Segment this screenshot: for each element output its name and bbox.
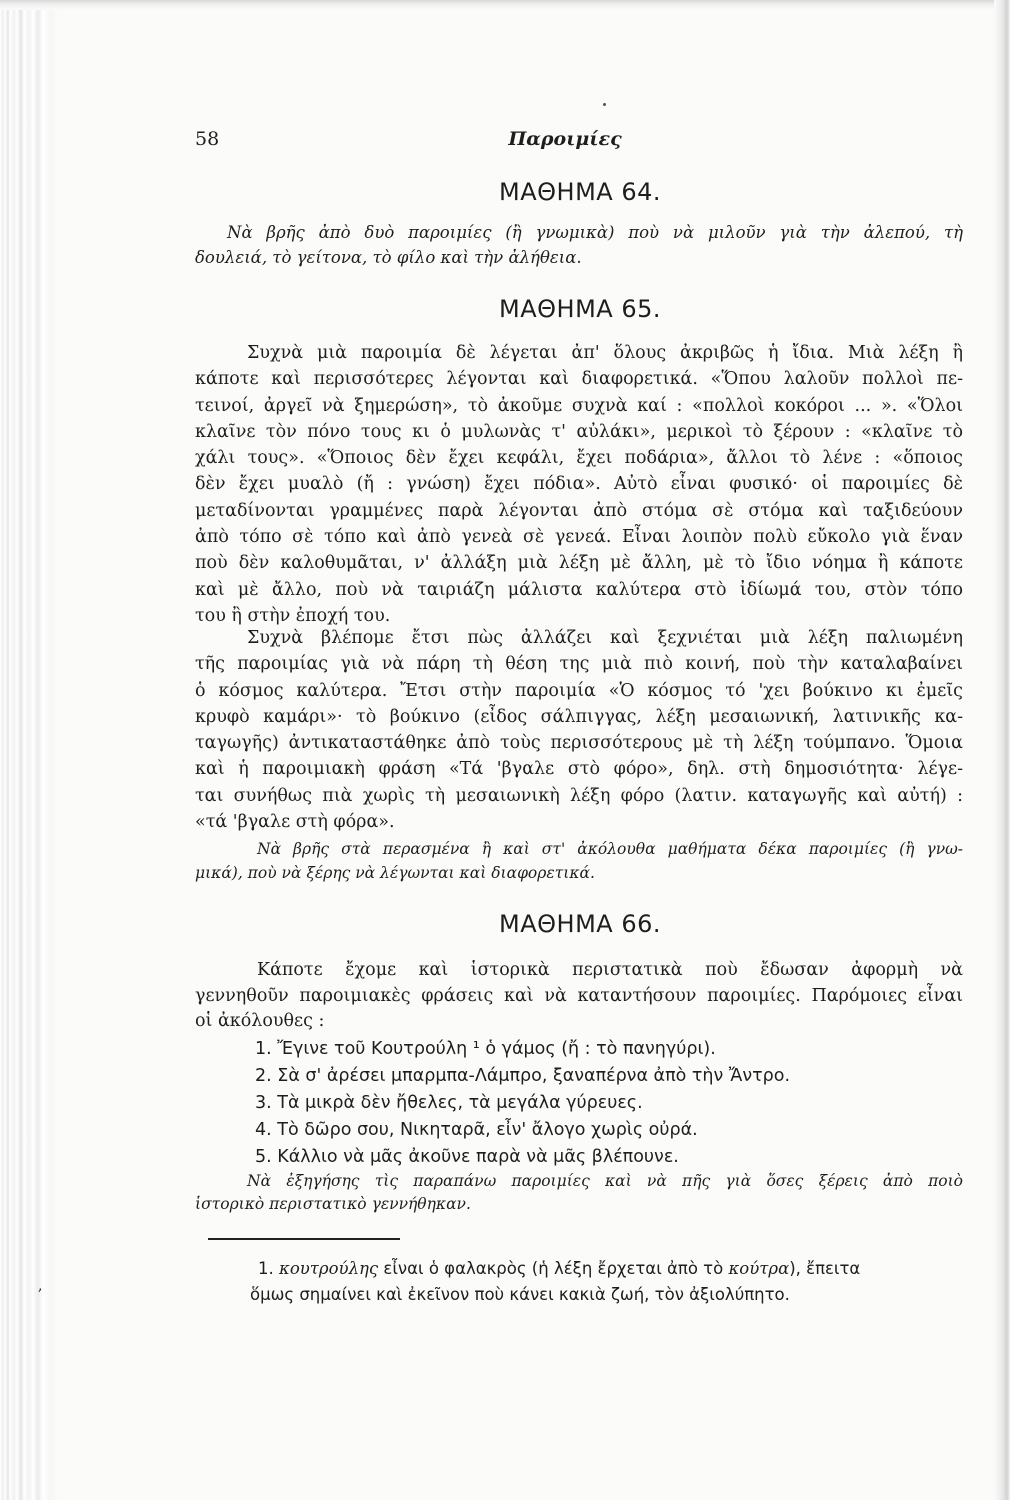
list-item: 4. Τὸ δῶρο σου, Νικηταρᾶ, εἶν' ἄλογο χωρὶς οὐρά.	[255, 1120, 698, 1140]
text-line: τεινοί, ἀργεῖ νὰ ξημερώση», τὸ ἀκοῦμε συχνὰ καί : «πολλοὶ κοκόροι ... ». «Ὅλοι	[195, 395, 963, 416]
running-title: Παροιμίες	[508, 128, 622, 150]
text-line: μικά), ποὺ νὰ ξέρης νὰ λέγωνται καὶ διαφορετικά.	[195, 864, 595, 882]
lesson-64-exercise	[195, 220, 963, 270]
text-line: δουλειά, τὸ γείτονα, τὸ φίλο καὶ τὴν ἀλήθεια.	[195, 248, 582, 267]
text-line: μεταδίνονται γραμμένες παρὰ λέγονται ἀπὸ στόμα σὲ στόμα καὶ ταξιδεύουν	[195, 500, 963, 521]
text-line: Συχνὰ μιὰ παροιμία δὲ λέγεται ἀπ' ὅλους ἀκριβῶς ἡ ἴδια. Μιὰ λέξη ἢ	[247, 343, 963, 363]
lesson-65-exercise	[195, 837, 963, 885]
text-line: «τά 'βγαλε στὴ φόρα».	[195, 812, 395, 833]
footnote-line-1	[258, 1256, 963, 1282]
footnote-text: ), ἔπειτα	[789, 1259, 861, 1278]
text-line: κλαῖνε τὸν πόνο τους κι ὁ μυλωνὰς τ' αὐλάκι», μερικοὶ τὸ ξέρουν : «κλαῖνε τὸ	[195, 421, 963, 442]
text-line: οἱ ἀκόλουθες :	[195, 1011, 325, 1031]
footnote-rule	[208, 1238, 400, 1240]
text-line: ποὺ δὲν καλοθυμᾶται, ν' ἀλλάξη μιὰ λέξη μὲ ἄλλη, μὲ τὸ ἴδιο νόημα ἢ κάποτε	[195, 553, 963, 574]
text-line: γεννηθοῦν παροιμιακὲς φράσεις καὶ νὰ καταντήσουν παροιμίες. Παρόμοιες εἶναι	[195, 985, 963, 1006]
footnote-line-2: ὅμως σημαίνει καὶ ἐκεῖνον ποὺ κάνει κακιὰ ζωή, τὸν ἀξιολύπητο.	[250, 1285, 790, 1304]
text-line: Νὰ βρῆς στὰ περασμένα ἢ καὶ στ' ἀκόλουθα μαθήματα δέκα παροιμίες (ἢ γνω-	[257, 840, 963, 858]
text-line: χάλι τους». «Ὅποιος δὲν ἔχει κεφάλι, ἔχει ποδάρια», ἄλλοι τὸ λένε : «ὅποιος	[195, 448, 963, 469]
text-line: ταγωγῆς) ἀντικαταστάθηκε ἀπὸ τοὺς περισσότερους μὲ τὴ λέξη τούμπανο. Ὅμοια	[195, 733, 963, 754]
list-item: 1. Ἔγινε τοῦ Κουτρούλη ¹ ὁ γάμος (ἤ : τὸ πανηγύρι).	[255, 1039, 716, 1059]
lesson-65-paragraph-1	[195, 340, 963, 629]
text-line: Συχνὰ βλέπομε ἔτσι πὼς ἀλλάζει καὶ ξεχνιέται μιὰ λέξη παλιωμένη	[247, 628, 963, 648]
proverb-list	[255, 1036, 790, 1171]
right-edge	[994, 0, 1010, 1500]
footnote-term: κουτρούλης	[279, 1259, 379, 1278]
text-line: Νὰ βρῆς ἀπὸ δυὸ παροιμίες (ἢ γνωμικὰ) ποὺ νὰ μιλοῦν γιὰ τὴν ἀλεπού, τὴ	[227, 223, 963, 242]
lesson-64-heading: ΜΑΘΗΜΑ 64.	[499, 178, 661, 206]
text-line: ται συνήθως πιὰ χωρὶς τὴ μεσαιωνικὴ λέξη φόρο (λατιν. καταγωγῆς καὶ αὐτή) :	[195, 785, 963, 806]
running-head	[195, 128, 965, 158]
text-line: ἀπὸ τόπο σὲ τόπο καὶ ἀπὸ γενεὰ σὲ γενεά. Εἶναι λοιπὸν πολὺ εὔκολο γιὰ ἕναν	[195, 527, 963, 548]
text-line: ὁ κόσμος καλύτερα. Ἔτσι στὴν παροιμία «Ὁ κόσμος τό 'χει βούκινο κι ἐμεῖς	[195, 680, 963, 701]
text-line: Νὰ ἐξηγήσης τὶς παραπάνω παροιμίες καὶ νὰ πῆς γιὰ ὅσες ξέρεις ἀπὸ ποιὸ	[247, 1172, 963, 1190]
lesson-66-heading: ΜΑΘΗΜΑ 66.	[499, 910, 661, 938]
lesson-65-heading: ΜΑΘΗΜΑ 65.	[499, 295, 661, 323]
list-item: 2. Σὰ σ' ἀρέσει μπαρμπα-Λάμπρο, ξαναπέρνα ἀπὸ τὴν Ἄντρο.	[255, 1066, 791, 1086]
footnote-term-2: κούτρα	[728, 1259, 790, 1278]
lesson-66-exercise	[195, 1170, 963, 1216]
text-line: κρυφὸ καμάρι»· τὸ βούκινο (εἶδος σάλπιγγας, λέξη μεσαιωνική, λατινικῆς κα-	[195, 706, 963, 727]
text-line: Κάποτε ἔχομε καὶ ἱστορικὰ περιστατικὰ ποὺ ἔδωσαν ἀφορμὴ νὰ	[257, 960, 963, 980]
text-line: του ἢ στὴν ἐποχή του.	[195, 605, 391, 626]
text-line: ἱστορικὸ περιστατικὸ γεννήθηκαν.	[195, 1195, 471, 1213]
list-item: 3. Τὰ μικρὰ δὲν ἤθελες, τὰ μεγάλα γύρευες.	[255, 1093, 643, 1113]
text-line: καὶ μὲ ἄλλο, ποὺ νὰ ταιριάζη μάλιστα καλύτερα στὸ ἰδίωμά του, στὸν τόπο	[195, 579, 963, 600]
stray-mark: ,	[38, 1278, 43, 1294]
lesson-66-intro	[195, 958, 963, 1035]
text-line: δὲν ἔχει μυαλὸ (ἤ : γνώση) ἔχει πόδια». Αὐτὸ εἶναι φυσικό· οἱ παροιμίες δὲ	[195, 474, 963, 495]
list-item: 5. Κάλλιο νὰ μᾶς ἀκοῦνε παρὰ νὰ μᾶς βλέπουνε.	[255, 1147, 679, 1167]
text-line: κάποτε καὶ περισσότερες λέγονται καὶ διαφορετικά. «Ὅπου λαλοῦν πολλοὶ πε-	[195, 369, 963, 390]
text-line: τῆς παροιμίας γιὰ νὰ πάρη τὴ θέση της μιὰ πιὸ κοινή, ποὺ τὴν καταλαβαίνει	[195, 654, 963, 675]
print-dot	[603, 103, 606, 106]
footnote	[250, 1256, 963, 1308]
text-line: καὶ ἡ παροιμιακὴ φράση «Τά 'βγαλε στὸ φόρο», δηλ. στὴ δημοσιότητα· λέγε-	[195, 759, 963, 780]
page-edges	[0, 0, 58, 1500]
page-number: 58	[195, 128, 220, 150]
footnote-number: 1.	[258, 1259, 274, 1278]
top-edge	[0, 0, 1010, 10]
footnote-text: εἶναι ὁ φαλακρὸς (ἡ λέξη ἔρχεται ἀπὸ τὸ	[383, 1259, 724, 1278]
lesson-65-paragraph-2	[195, 625, 963, 835]
